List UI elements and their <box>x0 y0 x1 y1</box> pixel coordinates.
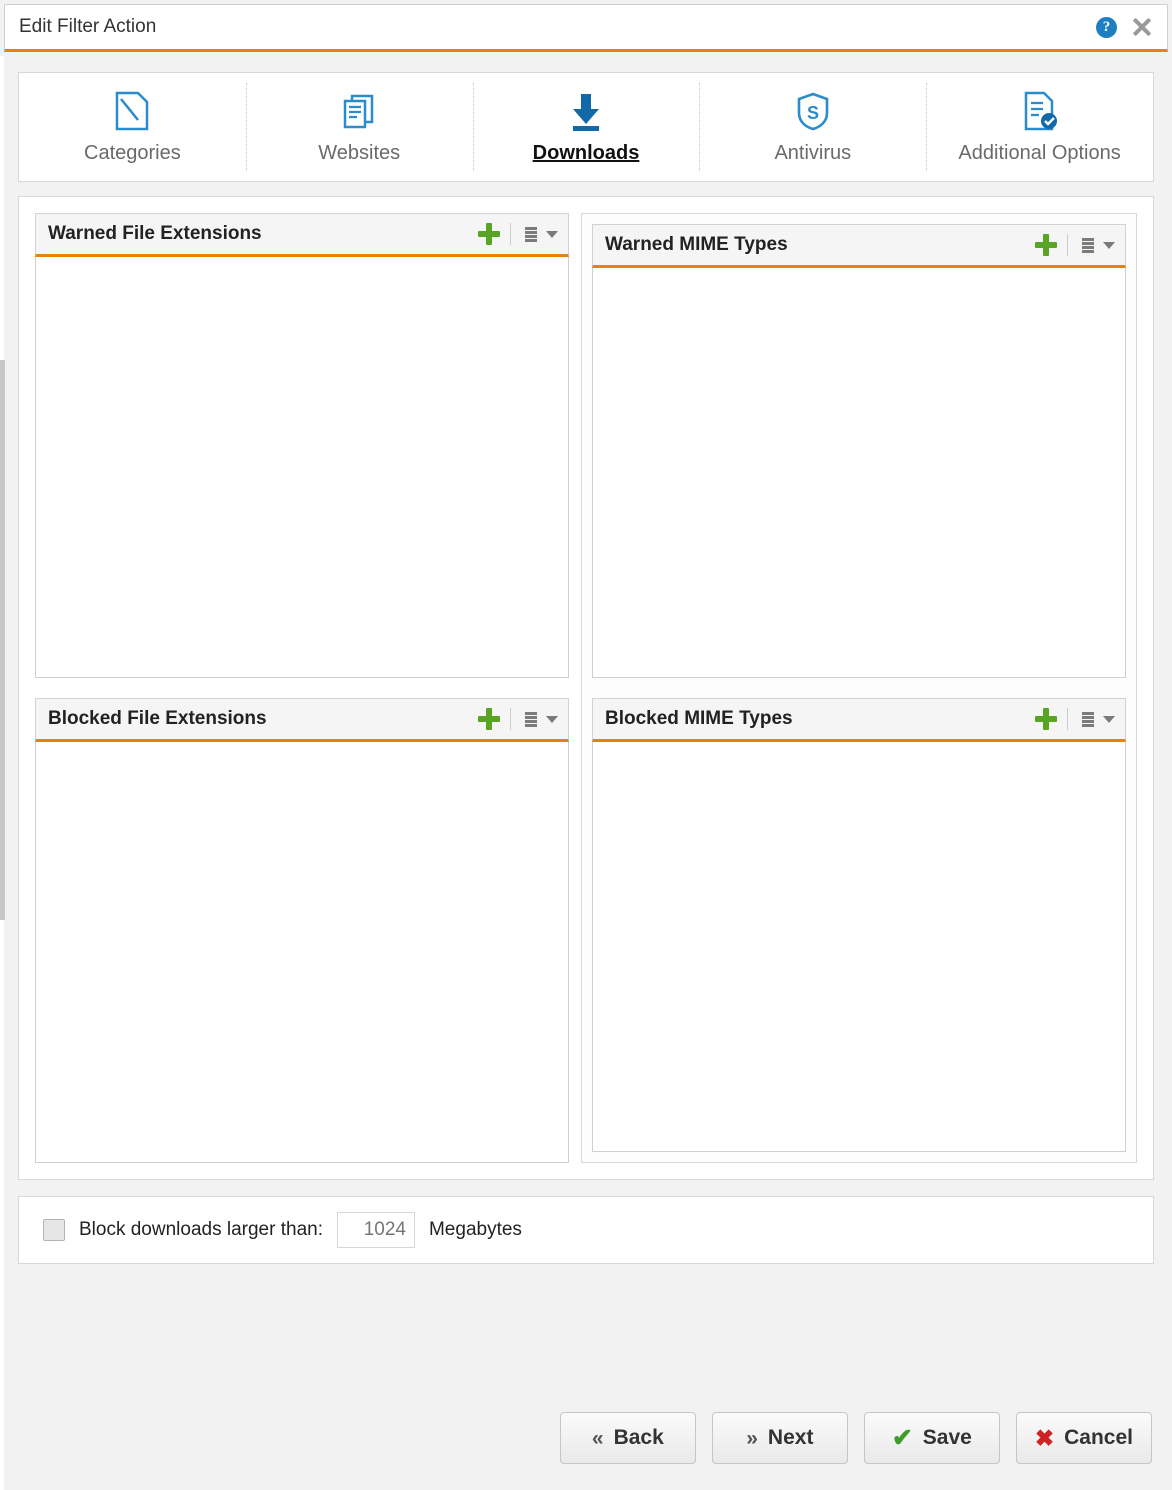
download-size-limit-row <box>18 1196 1154 1264</box>
download-arrow-icon <box>566 90 606 132</box>
tab-label: Downloads <box>532 141 640 164</box>
back-button[interactable] <box>560 1412 696 1464</box>
panel-title: Blocked MIME Types <box>605 708 793 729</box>
cross-icon: ✖ <box>1034 1424 1055 1451</box>
websites-pages-icon <box>338 90 380 132</box>
block-large-downloads-label: Block downloads larger than: <box>79 1219 323 1240</box>
save-button-label: Save <box>922 1426 972 1449</box>
tab-strip <box>18 72 1154 182</box>
blocked-file-extensions-panel <box>35 698 569 1163</box>
downloads-panel <box>18 196 1154 1180</box>
shield-s-icon <box>794 90 832 132</box>
save-button[interactable] <box>864 1412 1000 1464</box>
titlebar-icons <box>1096 16 1153 38</box>
double-right-chevron-icon: » <box>746 1426 758 1450</box>
tab-downloads[interactable] <box>473 73 700 181</box>
warned-mime-types-panel <box>592 224 1126 678</box>
double-left-chevron-icon: « <box>591 1426 604 1450</box>
add-icon[interactable] <box>478 223 500 245</box>
svg-text:S: S <box>806 102 819 123</box>
tab-label: Websites <box>318 141 401 164</box>
next-button[interactable] <box>712 1412 848 1464</box>
tab-websites[interactable] <box>246 73 473 181</box>
panel-title: Warned MIME Types <box>605 234 788 255</box>
add-icon[interactable] <box>1035 708 1057 730</box>
divider <box>510 708 511 730</box>
add-icon[interactable] <box>478 708 500 730</box>
chevron-down-icon[interactable] <box>1103 716 1115 723</box>
divider <box>1067 708 1068 730</box>
panel-header <box>592 224 1126 268</box>
size-unit-label: Megabytes <box>428 1219 522 1240</box>
chevron-down-icon[interactable] <box>546 716 558 723</box>
tab-additional-options[interactable] <box>926 73 1153 181</box>
cancel-button-label: Cancel <box>1064 1426 1133 1449</box>
close-icon[interactable] <box>1131 16 1153 38</box>
panel-title: Blocked File Extensions <box>48 708 267 729</box>
tab-antivirus[interactable] <box>699 73 926 181</box>
block-large-downloads-checkbox[interactable] <box>43 1219 65 1241</box>
warned-file-extensions-panel <box>35 213 569 678</box>
download-size-input[interactable] <box>337 1212 415 1248</box>
back-button-label: Back <box>613 1426 664 1449</box>
file-extensions-column <box>35 213 569 1163</box>
next-button-label: Next <box>767 1426 814 1449</box>
add-icon[interactable] <box>1035 234 1057 256</box>
panel-header <box>35 698 569 742</box>
list-icon[interactable] <box>1076 712 1094 727</box>
page-edge-strip <box>0 360 5 920</box>
tab-categories[interactable] <box>19 73 246 181</box>
tab-label: Additional Options <box>958 141 1121 164</box>
panel-title: Warned File Extensions <box>48 223 262 244</box>
divider <box>510 223 511 245</box>
help-icon[interactable]: ? <box>1096 17 1117 38</box>
tab-label: Antivirus <box>774 141 852 164</box>
blocked-file-extensions-list[interactable] <box>35 742 569 1163</box>
list-icon[interactable] <box>519 712 537 727</box>
cancel-button[interactable] <box>1016 1412 1152 1464</box>
list-icon[interactable] <box>1076 238 1094 253</box>
divider <box>1067 234 1068 256</box>
panel-header <box>592 698 1126 742</box>
warned-file-extensions-list[interactable] <box>35 257 569 678</box>
chevron-down-icon[interactable] <box>546 231 558 238</box>
chevron-down-icon[interactable] <box>1103 242 1115 249</box>
category-page-icon <box>112 90 152 132</box>
panel-header <box>35 213 569 257</box>
check-icon: ✔ <box>891 1423 913 1452</box>
blocked-mime-types-list[interactable] <box>592 742 1126 1152</box>
mime-types-column <box>581 213 1137 1163</box>
blocked-mime-types-panel <box>592 698 1126 1152</box>
list-icon[interactable] <box>519 227 537 242</box>
tab-label: Categories <box>84 141 181 164</box>
dialog-footer <box>18 1410 1154 1466</box>
dialog-title: Edit Filter Action <box>19 16 157 37</box>
document-check-icon <box>1020 90 1060 132</box>
warned-mime-types-list[interactable] <box>592 268 1126 678</box>
dialog-titlebar <box>4 4 1168 52</box>
